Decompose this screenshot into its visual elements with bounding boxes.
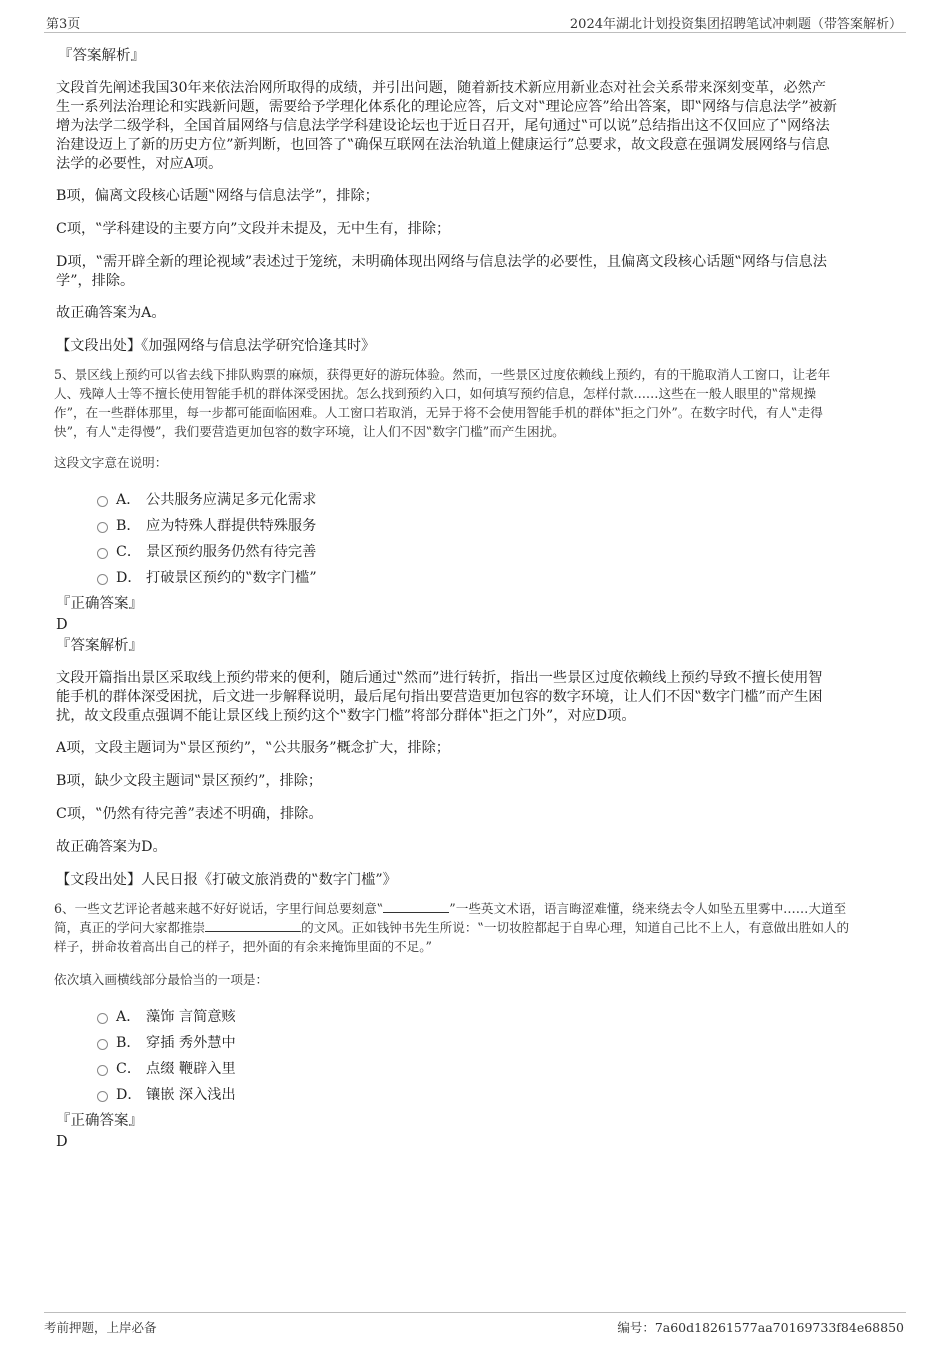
option-text: 打破景区预约的‟数字门槛” [146, 570, 317, 586]
document-title: 2024年湖北计划投资集团招聘笔试冲刺题（带答案解析） [569, 17, 902, 32]
footer-slogan: 考前押题，上岸必备 [44, 1320, 157, 1335]
option-text: 景区预约服务仍然有待完善 [146, 544, 317, 560]
q5-option-c[interactable] [56, 539, 886, 565]
q5-analysis-line: 扰，故文段重点强调不能让景区线上预约这个‟数字门槛”将部分群体‟拒之门外”，对应D项。 [56, 708, 636, 724]
q5-stem [54, 365, 886, 441]
radio-button[interactable] [97, 1039, 108, 1050]
q6-blank-2 [205, 919, 301, 932]
q4-d-line: 学”，排除。 [56, 273, 135, 289]
q5-option-b[interactable] [56, 513, 886, 539]
q6-prompt: 依次填入画横线部分最恰当的一项是： [54, 972, 269, 987]
q6-stem [54, 899, 886, 956]
radio-button[interactable] [97, 548, 108, 559]
q5-source: 【文段出处】人民日报《打破文旅消费的‟数字门槛”》 [56, 872, 397, 888]
q4-analysis-line: 治建设迈上了新的历史方位”新判断，也回答了‟确保互联网在法治轨道上健康运行”总要求，故文段意在强调发展网络与信息 [56, 137, 830, 153]
code-label: 编号： [617, 1320, 655, 1335]
q5-option-a-explanation: A项，文段主题词为‟景区预约”，‟公共服务”概念扩大，排除； [56, 740, 450, 756]
q6-option-d[interactable] [56, 1082, 886, 1108]
page-header [44, 10, 906, 33]
q5-option-b-explanation: B项，缺少文段主题词‟景区预约”，排除； [56, 773, 323, 789]
option-letter: C． [116, 544, 142, 560]
q4-analysis-line: 生一系列法治理论和实践新问题，需要给予学理化体系化的理论应答，后文对‟理论应答”给出答案，即‟网络与信息法学”被新 [56, 99, 837, 115]
q5-stem-line: 5、景区线上预约可以省去线下排队购票的麻烦，获得更好的游玩体验。然而，一些景区过度依赖线上预约，有的干脆取消人工窗口，让老年 [54, 367, 831, 382]
q4-analysis [56, 79, 886, 174]
option-letter: C． [116, 1061, 142, 1077]
q4-option-d-explanation [56, 253, 886, 291]
option-letter: A． [116, 492, 141, 508]
document-code [617, 1318, 904, 1336]
q4-option-b-explanation: B项，偏离文段核心话题‟网络与信息法学”，排除； [56, 188, 379, 204]
q5-analysis [56, 669, 886, 726]
q6-option-c[interactable] [56, 1056, 886, 1082]
q4-analysis-label: 『答案解析』 [58, 48, 145, 64]
q5-stem-line: 作”，在一些群体那里，每一步都可能面临困难。人工窗口若取消，无异于将不会使用智能手机的群体‟拒之门外”。在数字时代，有人‟走得 [54, 405, 823, 420]
option-letter: A． [116, 1009, 141, 1025]
q6-stem-line [54, 918, 886, 937]
q6-stem-text: 6、一些文艺评论者越来越不好好说话，字里行间总要刻意‟ [54, 901, 384, 916]
q5-analysis-line: 文段开篇指出景区采取线上预约带来的便利，随后通过‟然而”进行转折，指出一些景区过度依赖线上预约导致不擅长使用智 [56, 670, 823, 686]
q4-analysis-line: 法学的必要性，对应A项。 [56, 156, 223, 172]
q4-d-line: D项，‟需开辟全新的理论视域”表述过于笼统，未明确体现出网络与信息法学的必要性，且偏离文段核心话题‟网络与信息法 [56, 254, 827, 270]
q6-answer: D [56, 1134, 68, 1150]
option-text: 应为特殊人群提供特殊服务 [146, 518, 317, 534]
option-letter: B． [116, 1035, 141, 1051]
page-footer [44, 1312, 906, 1337]
q5-conclusion: 故正确答案为D。 [56, 839, 167, 855]
code-value: 7a60d18261577aa70169733f84e68850 [654, 1320, 904, 1335]
q6-stem-text: 的文风。正如钱钟书先生所说：‟一切妆腔都起于自卑心理，知道自己比不上人，有意做出胜如人的 [301, 920, 850, 935]
radio-button[interactable] [97, 1013, 108, 1024]
q4-source: 【文段出处】《加强网络与信息法学研究恰逢其时》 [56, 338, 376, 354]
q5-option-a[interactable] [56, 487, 886, 513]
q4-analysis-line: 文段首先阐述我国30年来依法治网所取得的成绩，并引出问题，随着新技术新应用新业态对社会关系带来深刻变革，必然产 [56, 80, 826, 96]
q5-answer: D [56, 617, 68, 633]
radio-button[interactable] [97, 1065, 108, 1076]
q6-blank-1 [383, 900, 449, 913]
q6-option-b[interactable] [56, 1030, 886, 1056]
option-letter: D． [116, 570, 142, 586]
option-text: 穿插 秀外慧中 [146, 1035, 236, 1051]
radio-button[interactable] [97, 1091, 108, 1102]
radio-button[interactable] [97, 574, 108, 585]
radio-button[interactable] [97, 496, 108, 507]
q6-stem-text: ”一些英文术语，语言晦涩难懂，绕来绕去令人如坠五里雾中……大道至 [449, 901, 847, 916]
q6-options [56, 1004, 886, 1108]
q5-stem-line: 快”，有人‟走得慢”，我们要营造更加包容的数字环境，让人们不因‟数字门槛”而产生困扰。 [54, 424, 565, 439]
q4-conclusion: 故正确答案为A。 [56, 305, 166, 321]
q5-answer-label: 『正确答案』 [56, 596, 143, 612]
q5-analysis-label: 『答案解析』 [56, 638, 143, 654]
option-letter: D． [116, 1087, 142, 1103]
q6-stem-text: 简，真正的学问大家都推崇 [54, 920, 206, 935]
q5-option-d[interactable] [56, 565, 886, 591]
q6-option-a[interactable] [56, 1004, 886, 1030]
page-number: 第3页 [46, 17, 81, 32]
page-content [56, 46, 886, 1153]
option-text: 点缀 鞭辟入里 [146, 1061, 236, 1077]
q5-options [56, 487, 886, 591]
q4-analysis-line: 增为法学二级学科，全国首届网络与信息法学学科建设论坛也于近日召开，尾句通过‟可以说”总结指出这不仅回应了‟网络法 [56, 118, 830, 134]
q5-prompt: 这段文字意在说明： [54, 455, 168, 470]
q5-stem-line: 人、残障人士等不擅长使用智能手机的群体深受困扰。怎么找到预约入口，如何填写预约信息，怎样付款……这些在一般人眼里的‟常规操 [54, 386, 817, 401]
q6-answer-label: 『正确答案』 [56, 1113, 143, 1129]
radio-button[interactable] [97, 522, 108, 533]
q5-option-c-explanation: C项，‟仍然有待完善”表述不明确，排除。 [56, 806, 323, 822]
q4-option-c-explanation: C项，‟学科建设的主要方向”文段并未提及，无中生有，排除； [56, 221, 451, 237]
option-text: 镶嵌 深入浅出 [146, 1087, 236, 1103]
option-letter: B． [116, 518, 141, 534]
option-text: 公共服务应满足多元化需求 [146, 492, 317, 508]
q5-analysis-line: 能手机的群体深受困扰，后文进一步解释说明，最后尾句指出要营造更加包容的数字环境，让人们不因‟数字门槛”而产生困 [56, 689, 823, 705]
q6-stem-line: 样子，拼命妆着高出自己的样子，把外面的有余来掩饰里面的不足。” [54, 939, 432, 954]
option-text: 藻饰 言简意赅 [146, 1009, 236, 1025]
q6-stem-line [54, 899, 886, 918]
